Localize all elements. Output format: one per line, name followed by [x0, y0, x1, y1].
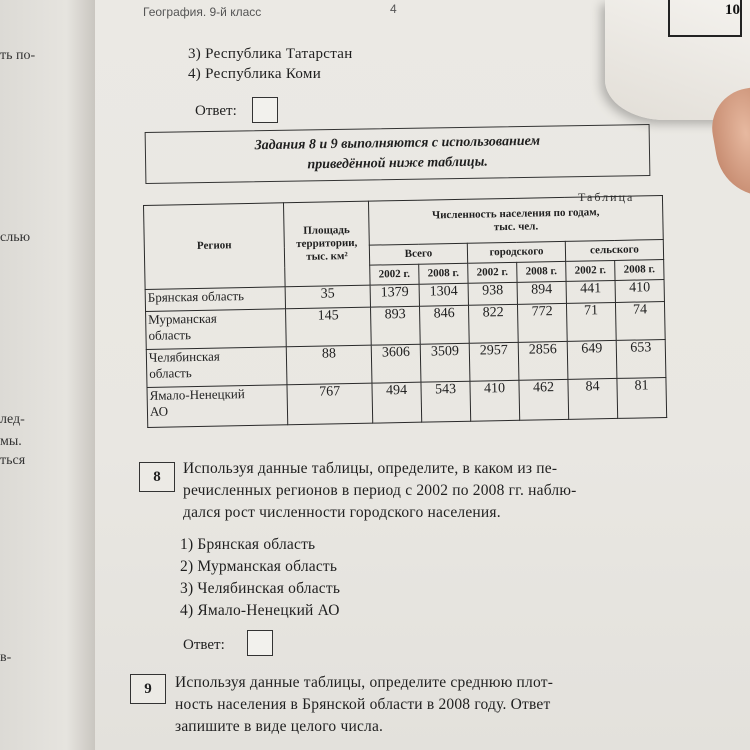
header-year: 2008 г.: [615, 260, 664, 281]
region-name: область: [148, 327, 192, 343]
value-cell: 84: [568, 378, 618, 419]
area-cell: 145: [286, 307, 372, 347]
header-year: 2008 г.: [419, 263, 468, 284]
region-name: Ямало-Ненецкий: [149, 386, 245, 403]
question-9-line: запишите в виде целого числа.: [175, 718, 384, 735]
left-fragment: мы.: [0, 434, 22, 449]
corner-number: 10: [725, 2, 740, 18]
question-8-line: речисленных регионов в период с 2002 по 2008 гг. наблю-: [183, 482, 577, 499]
question-8-text: [183, 458, 577, 524]
header-area-line: Площадь: [303, 224, 350, 237]
header-group-total: Всего: [369, 243, 467, 265]
region-name: Челябинская: [148, 348, 220, 365]
region-cell: [146, 347, 287, 388]
table-caption: Таблица: [578, 190, 635, 204]
answer-label: Ответ:: [195, 103, 237, 119]
value-cell: 2856: [518, 341, 568, 380]
note-line-1: Задания 8 и 9 выполняются с использованием: [254, 133, 541, 154]
value-cell: 938: [468, 282, 517, 305]
header-population: [368, 196, 663, 246]
header-region: Регион: [144, 203, 286, 290]
header-area-line: территории,: [296, 236, 358, 251]
prev-option-4: 4) Республика Коми: [188, 66, 322, 82]
question-8-number: 8: [139, 462, 175, 492]
area-cell: 88: [286, 345, 372, 385]
left-fragment: слью: [0, 230, 31, 245]
question-8-options: [180, 534, 340, 622]
header-year: 2002 г.: [370, 264, 419, 285]
region-cell: [145, 287, 285, 312]
answer-label-8: Ответ:: [183, 637, 225, 653]
value-cell: 3606: [371, 344, 421, 383]
value-cell: 2957: [469, 342, 519, 381]
value-cell: 71: [566, 302, 616, 341]
region-name: Мурманская: [148, 310, 217, 327]
left-page: [0, 0, 95, 750]
value-cell: 772: [517, 303, 567, 342]
question-9-number: 9: [130, 674, 166, 704]
value-cell: 1379: [370, 284, 419, 307]
prev-option-3: 3) Республика Татарстан: [188, 46, 353, 62]
left-fragment: ть по-: [0, 48, 36, 63]
question-8-option: 1) Брянская область: [180, 536, 316, 553]
value-cell: 653: [616, 340, 666, 379]
instruction-note: [145, 124, 651, 184]
data-table-wrap: [143, 195, 667, 428]
answer-box-8[interactable]: [247, 630, 273, 656]
value-cell: 846: [419, 305, 469, 344]
value-cell: 3509: [420, 343, 470, 382]
question-8-option: 2) Мурманская область: [180, 558, 338, 575]
header-year: 2002 г.: [566, 260, 615, 281]
value-cell: 494: [372, 382, 422, 423]
value-cell: 894: [517, 281, 566, 304]
question-8-line: Используя данные таблицы, определите, в каком из пе-: [183, 460, 558, 477]
population-table: [143, 195, 667, 428]
page-number: 4: [390, 2, 397, 16]
region-cell: [146, 309, 287, 350]
header-area: [283, 201, 370, 287]
question-9-line: Используя данные таблицы, определите среднюю плот-: [175, 674, 554, 691]
left-fragment: лед-: [0, 412, 25, 427]
question-9-text: [175, 672, 553, 738]
value-cell: 462: [519, 379, 569, 420]
note-line-2: приведённой ниже таблицы.: [307, 154, 488, 173]
region-name: АО: [149, 403, 169, 419]
question-8-option: 4) Ямало-Ненецкий АО: [180, 602, 340, 619]
question-8-line: дался рост численности городского населения.: [183, 504, 501, 521]
region-name: область: [149, 365, 192, 381]
left-fragment: в-: [0, 650, 12, 665]
header-year: 2008 г.: [517, 261, 566, 282]
header-population-line: Численность населения по годам,: [431, 205, 600, 221]
page-header: География. 9-й класс: [143, 5, 262, 19]
value-cell: 543: [421, 381, 471, 422]
header-group-rural: сельского: [565, 240, 663, 262]
value-cell: 441: [566, 280, 615, 303]
left-fragment: ться: [0, 453, 26, 468]
value-cell: 822: [468, 304, 518, 343]
value-cell: 649: [567, 340, 617, 379]
value-cell: 410: [615, 280, 664, 303]
value-cell: 1304: [419, 283, 468, 306]
area-cell: 767: [287, 383, 373, 425]
header-area-line: тыс. км²: [306, 250, 348, 263]
value-cell: 410: [470, 380, 520, 421]
region-name: Брянская область: [147, 288, 245, 305]
value-cell: 893: [371, 306, 421, 345]
header-population-line: тыс. чел.: [493, 219, 539, 233]
header-year: 2002 г.: [468, 262, 517, 283]
header-group-urban: городского: [467, 241, 565, 263]
value-cell: 81: [617, 377, 667, 418]
value-cell: 74: [615, 302, 665, 341]
region-cell: [147, 385, 288, 428]
area-cell: 35: [285, 285, 370, 309]
question-8-option: 3) Челябинская область: [180, 580, 341, 597]
answer-box-7[interactable]: [252, 97, 278, 123]
question-9-line: ность населения в Брянской области в 2008 году. Ответ: [175, 696, 551, 713]
